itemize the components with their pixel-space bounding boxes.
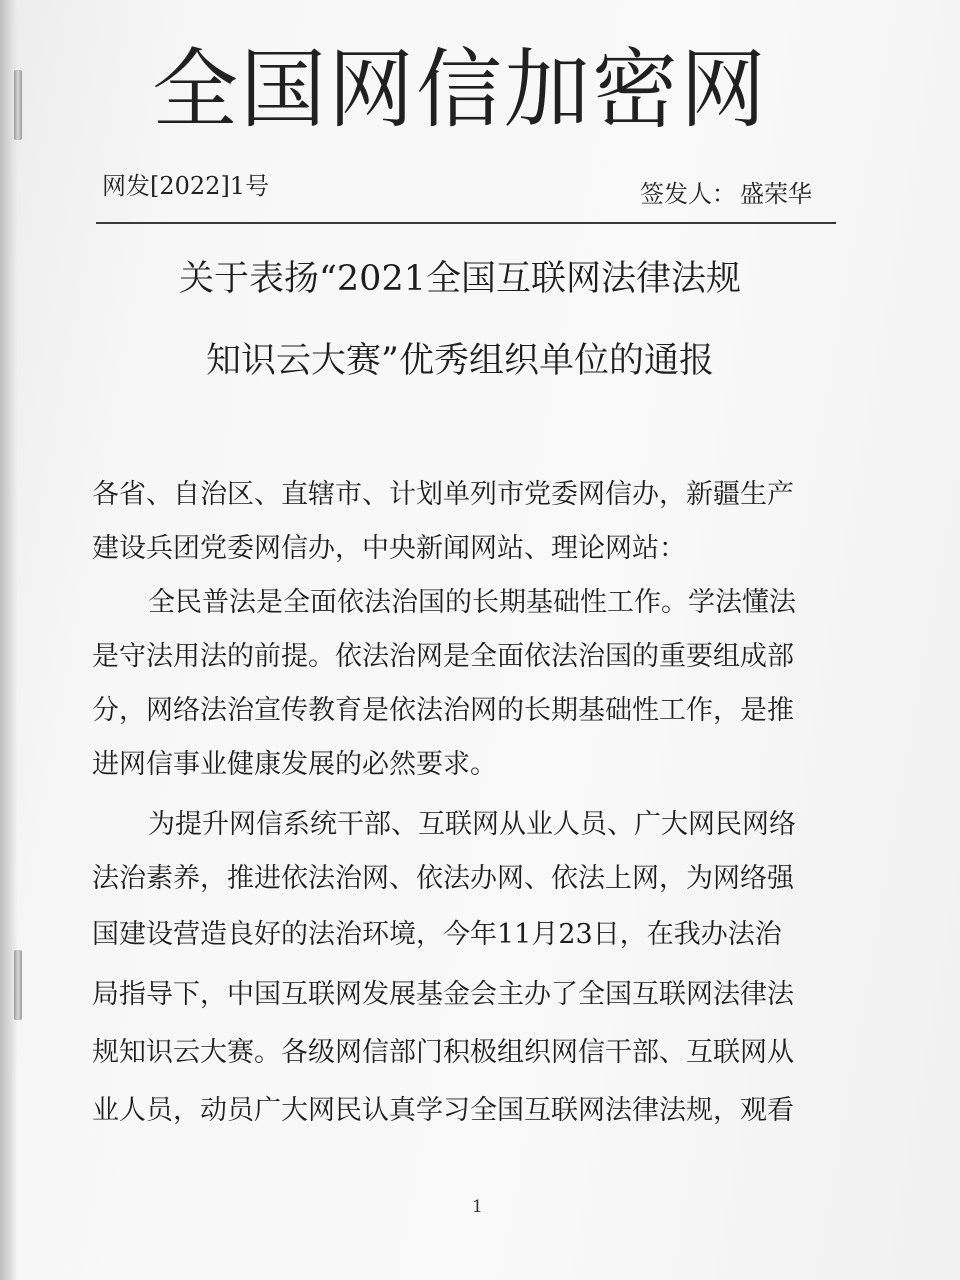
body-line: 是守法用法的前提。依法治网是全面依法治国的重要组成部 (92, 641, 794, 672)
issuer-name: 盛荣华 (740, 180, 812, 208)
notice-title-line-1: 关于表扬“2021全国互联网法律法规 (179, 259, 741, 299)
body-line: 法治素养，推进依法治网、依法办网、依法上网，为网络强 (92, 863, 794, 894)
page-number: 1 (472, 1197, 483, 1217)
paper-fold-shadow (0, 0, 18, 1280)
body-line: 业人员，动员广大网民认真学习全国互联网法律法规，观看 (92, 1095, 794, 1126)
document-number: 网发[2022]1号 (102, 172, 270, 200)
masthead-title: 全国网信加密网 (152, 40, 768, 140)
issuer (640, 178, 812, 210)
body-line: 分，网络法治宣传教育是依法治网的长期基础性工作，是推 (92, 695, 794, 726)
body-line: 为提升网信系统干部、互联网从业人员、广大网民网络 (148, 809, 796, 840)
staple-mark (14, 950, 22, 1020)
header-divider (96, 222, 836, 224)
body-line: 各省、自治区、直辖市、计划单列市党委网信办，新疆生产 (92, 479, 794, 510)
body-line: 全民普法是全面依法治国的长期基础性工作。学法懂法 (148, 587, 796, 618)
staple-mark (14, 70, 22, 140)
body-line: 规知识云大赛。各级网信部门积极组织网信干部、互联网从 (92, 1037, 794, 1068)
body-line: 进网信事业健康发展的必然要求。 (92, 749, 497, 780)
issuer-label: 签发人： (640, 180, 736, 208)
body-line: 国建设营造良好的法治环境，今年11月23日，在我办法治 (92, 919, 782, 950)
body-line: 局指导下，中国互联网发展基金会主办了全国互联网法律法 (92, 979, 794, 1010)
notice-title-line-2: 知识云大赛”优秀组织单位的通报 (206, 341, 714, 381)
body-line: 建设兵团党委网信办，中央新闻网站、理论网站： (92, 533, 686, 564)
